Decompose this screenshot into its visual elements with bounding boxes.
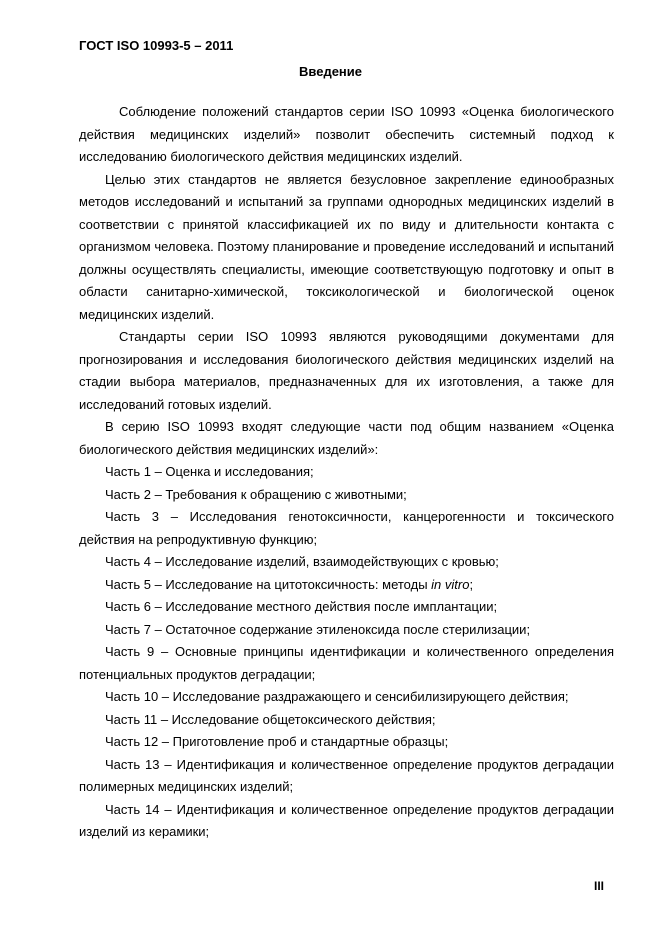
standard-code-header: ГОСТ ISO 10993-5 – 2011 [79, 38, 234, 53]
list-item-part-11: Часть 11 – Исследование общетоксического действия; [105, 711, 436, 727]
page-number: III [594, 879, 605, 893]
paragraph-purpose: Целью этих стандартов не является безусловное закрепление единообразных методов исследований и испытаний за группами однородных медицинских изделий в соответствии с принятой классификацией их по виду и длительности контакта с организмом человека. Поэтому планирование и проведение исследований и испытаний должны осуществлять специалисты, имеющие соответствующую подготовку и опыт в области санитарно-химической, токсикологической и биологической оценок медицинских изделий. [79, 171, 614, 322]
introduction-body [79, 101, 614, 844]
list-item-part-14: Часть 14 – Идентификация и количественное определение продуктов деградации изделий из керамики; [79, 801, 614, 839]
list-item-part-4: Часть 4 – Исследование изделий, взаимодействующих с кровью; [105, 554, 499, 569]
part-5-text: Часть 5 – Исследование на цитотоксичность: методы [105, 576, 432, 592]
paragraph-guidance: Стандарты серии ISO 10993 являются руководящими документами для прогнозирования и исследования биологического действия медицинских изделий на стадии выбора материалов, предназначенных для их изготовления, а также для исследований готовых изделий. [79, 329, 614, 412]
list-item-part-1: Часть 1 – Оценка и исследования; [105, 464, 314, 479]
part-5-italic-term: in vitro [431, 576, 470, 592]
paragraph-parts-intro: В серию ISO 10993 входят следующие части под общим названием «Оценка биологического действия медицинских изделий»: [79, 419, 614, 457]
list-item-part-10: Часть 10 – Исследование раздражающего и сенсибилизирующего действия; [105, 689, 569, 704]
list-item-part-2: Часть 2 – Требования к обращению с животными; [105, 486, 407, 502]
list-item-part-9: Часть 9 – Основные принципы идентификации и количественного определения потенциальных продуктов деградации; [79, 644, 614, 682]
list-item-part-13: Часть 13 – Идентификация и количественное определение продуктов деградации полимерных медицинских изделий; [79, 756, 614, 794]
paragraph-series-overview: Соблюдение положений стандартов серии ISO 10993 «Оценка биологического действия медицинских изделий» позволит обеспечить системный подход к исследованию биологического действия медицинских изделий. [79, 104, 614, 164]
list-item-part-7: Часть 7 – Остаточное содержание этиленоксида после стерилизации; [105, 621, 531, 637]
list-item-part-5 [79, 574, 614, 597]
list-item-part-12: Часть 12 – Приготовление проб и стандартные образцы; [105, 734, 449, 749]
list-item-part-6: Часть 6 – Исследование местного действия после имплантации; [105, 599, 498, 614]
section-title: Введение [299, 64, 362, 79]
list-item-part-3: Часть 3 – Исследования генотоксичности, канцерогенности и токсического действия на репродуктивную функцию; [79, 509, 614, 547]
part-5-suffix: ; [469, 576, 474, 592]
